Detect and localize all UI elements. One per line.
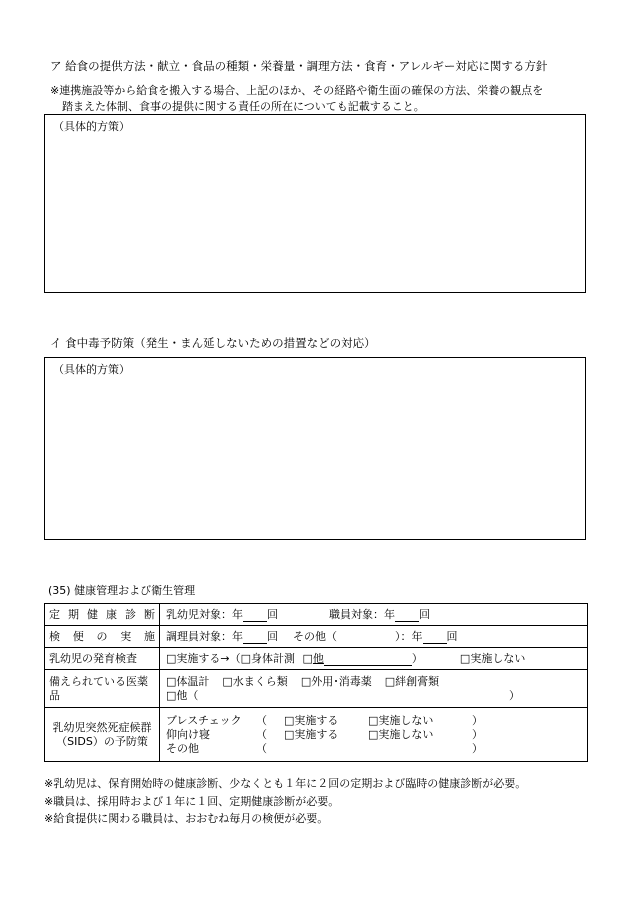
count-unit: 回 bbox=[419, 607, 430, 621]
sids-row bbox=[45, 708, 588, 762]
header-char: 検 bbox=[49, 629, 60, 643]
infant-checkup-label: 乳幼児対象：年 bbox=[166, 607, 243, 621]
header-char: 期 bbox=[68, 607, 79, 621]
section-35-title: (35) 健康管理および衛生管理 bbox=[48, 584, 196, 597]
section-i-box-label: （具体的方策） bbox=[53, 363, 130, 376]
growth-other-blank[interactable] bbox=[324, 654, 412, 666]
infant-checkup-count-blank[interactable] bbox=[243, 610, 267, 622]
medicine-other-close: ） bbox=[509, 688, 520, 702]
sids-breath-check-line bbox=[166, 714, 581, 728]
sids-header-line1: 乳幼児突然死症候群 bbox=[52, 720, 152, 734]
medicine-row bbox=[45, 670, 588, 708]
count-unit: 回 bbox=[446, 629, 458, 643]
header-char: 便 bbox=[72, 629, 84, 643]
note-staff-checkup: ※職員は、採用時および１年に１回、定期健康診断が必要。 bbox=[44, 795, 340, 808]
header-char: の bbox=[96, 629, 108, 643]
header-char: 康 bbox=[106, 607, 117, 621]
paren-open: （ bbox=[256, 741, 267, 755]
stool-test-header bbox=[45, 626, 160, 648]
growth-other-checkbox[interactable]: □ bbox=[302, 651, 313, 665]
sids-supine-not-done-option[interactable]: □実施しない bbox=[368, 727, 434, 741]
section-i-title: イ 食中毒予防策（発生・まん延しないための措置などの対応） bbox=[50, 336, 376, 350]
section-i-answer-box[interactable] bbox=[44, 357, 586, 540]
paren-open: （ bbox=[256, 713, 267, 727]
health-management-table bbox=[44, 603, 588, 762]
count-unit: 回 bbox=[267, 607, 278, 621]
other-stool-close: ）：年 bbox=[395, 629, 423, 643]
growth-done-option[interactable]: □実施する→（□身体計測 bbox=[166, 651, 296, 665]
medicine-bandage-option[interactable]: □絆創膏類 bbox=[384, 674, 440, 688]
cook-stool-count-blank[interactable] bbox=[243, 632, 267, 644]
section-a-note-line2: 踏まえた体制、食事の提供に関する責任の所在についても記載すること。 bbox=[62, 100, 425, 113]
paren-close: ） bbox=[472, 713, 483, 727]
medicine-other-option[interactable]: □他（ bbox=[166, 688, 199, 702]
header-char: 断 bbox=[144, 607, 155, 621]
sids-supine-label: 仰向け寝 bbox=[166, 727, 210, 741]
growth-close: ） bbox=[411, 651, 423, 665]
header-char: 施 bbox=[144, 629, 155, 643]
sids-supine-line bbox=[166, 728, 581, 742]
sids-content bbox=[160, 708, 588, 762]
paren-close: ） bbox=[472, 741, 483, 755]
section-a-note-line1: ※連携施設等から給食を搬入する場合、上記のほか、その経路や衛生面の確保の方法、栄養の観点を bbox=[50, 84, 544, 97]
header-char: 実 bbox=[120, 629, 132, 643]
header-char: 定 bbox=[49, 607, 60, 621]
growth-check-content bbox=[160, 648, 588, 670]
sids-breath-check-done-option[interactable]: □実施する bbox=[284, 713, 339, 727]
cook-stool-label: 調理員対象：年 bbox=[166, 629, 243, 643]
other-stool-open: その他（ bbox=[293, 629, 337, 643]
sids-header bbox=[45, 708, 160, 762]
sids-supine-done-option[interactable]: □実施する bbox=[284, 727, 339, 741]
note-stool-test: ※給食提供に関わる職員は、おおむね毎月の検便が必要。 bbox=[44, 812, 329, 825]
paren-close: ） bbox=[472, 727, 483, 741]
medicine-disinfectant-option[interactable]: □外用･消毒薬 bbox=[300, 674, 372, 688]
periodic-checkup-row bbox=[45, 604, 588, 626]
periodic-checkup-content bbox=[160, 604, 588, 626]
stool-test-row bbox=[45, 626, 588, 648]
count-unit: 回 bbox=[267, 629, 278, 643]
growth-check-header: 乳幼児の発育検査 bbox=[45, 648, 160, 670]
staff-checkup-label: 職員対象：年 bbox=[329, 607, 395, 621]
stool-test-content bbox=[160, 626, 588, 648]
staff-checkup-count-blank[interactable] bbox=[395, 610, 419, 622]
section-a-box-label: （具体的方策） bbox=[53, 120, 130, 133]
growth-other-label: 他 bbox=[312, 651, 324, 665]
sids-other-blank[interactable] bbox=[284, 742, 472, 756]
growth-not-done-option[interactable]: □実施しない bbox=[459, 651, 526, 665]
section-a-answer-box[interactable] bbox=[44, 114, 586, 293]
sids-other-line bbox=[166, 742, 581, 756]
growth-check-row bbox=[45, 648, 588, 670]
section-a-title: ア 給食の提供方法・献立・食品の種類・栄養量・調理方法・食育・アレルギー対応に関する方針 bbox=[50, 59, 548, 73]
header-char: 健 bbox=[87, 607, 98, 621]
medicine-ice-pillow-option[interactable]: □水まくら類 bbox=[222, 674, 288, 688]
periodic-checkup-header bbox=[45, 604, 160, 626]
paren-open: （ bbox=[256, 727, 267, 741]
sids-breath-check-label: ブレスチェック bbox=[166, 713, 242, 727]
sids-other-label: その他 bbox=[166, 741, 199, 755]
sids-header-line2: （SIDS）の予防策 bbox=[56, 734, 148, 748]
sids-breath-check-not-done-option[interactable]: □実施しない bbox=[368, 713, 434, 727]
note-infant-checkup: ※乳幼児は、保育開始時の健康診断、少なくとも１年に２回の定期および臨時の健康診断が必要。 bbox=[44, 777, 527, 790]
other-stool-count-blank[interactable] bbox=[423, 632, 447, 644]
header-char: 診 bbox=[125, 607, 136, 621]
medicine-header: 備えられている医薬品 bbox=[45, 670, 160, 708]
medicine-thermometer-option[interactable]: □体温計 bbox=[166, 674, 210, 688]
medicine-content bbox=[160, 670, 588, 708]
